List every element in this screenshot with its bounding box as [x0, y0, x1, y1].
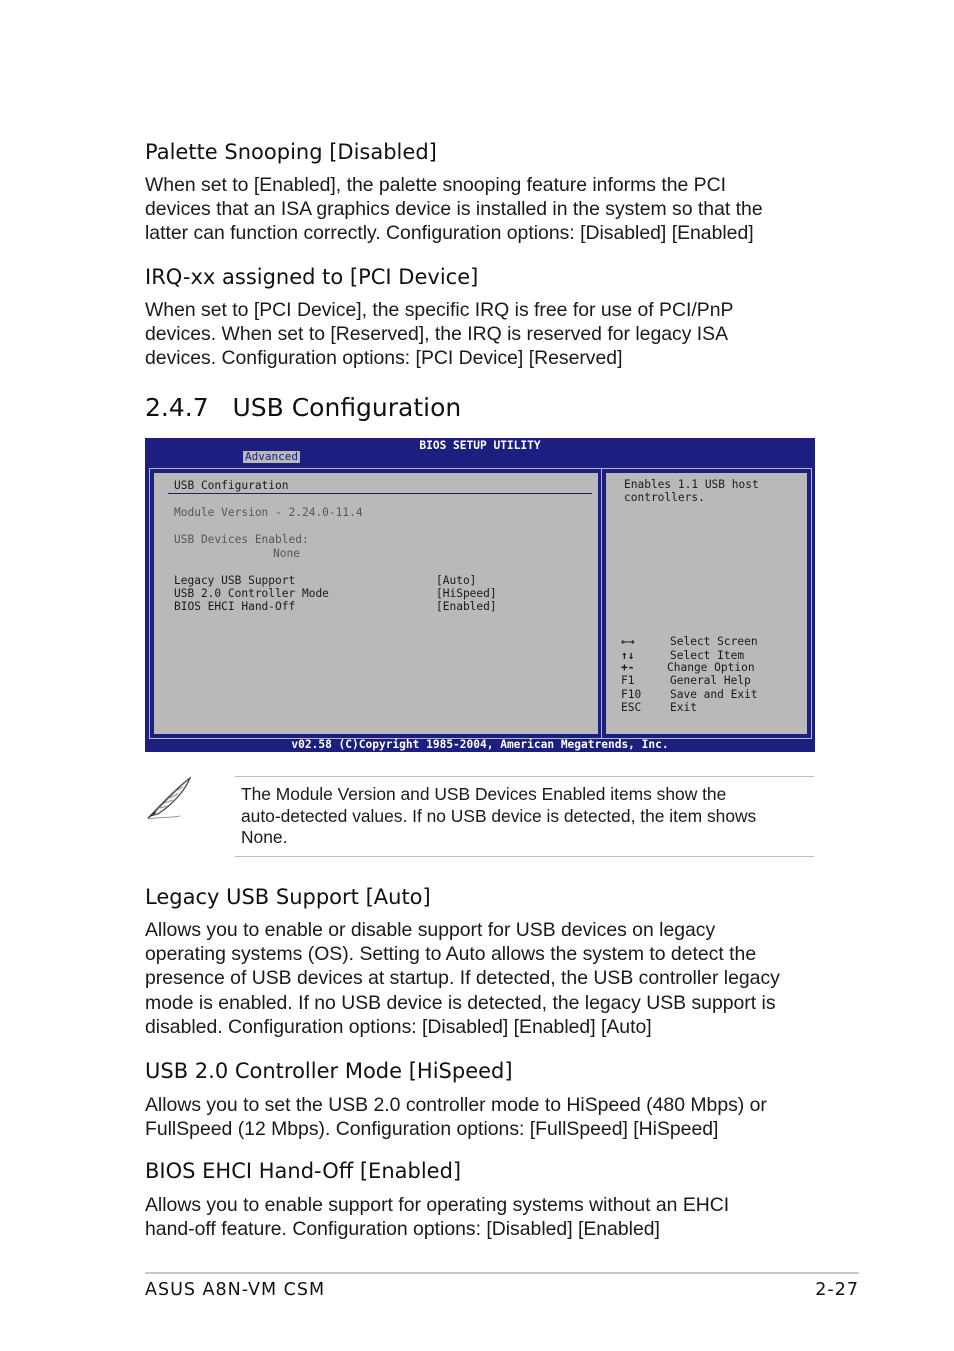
heading-palette-snooping: Palette Snooping [Disabled]	[145, 140, 437, 164]
text-line: devices. When set to [Reserved], the IRQ is reserved for legacy ISA	[145, 323, 729, 346]
bios-key-esc: ESC	[621, 701, 642, 714]
pen-note-icon	[146, 776, 194, 820]
footer-page-number: 2-27	[815, 1280, 859, 1300]
bios-section-title: USB Configuration	[174, 479, 289, 492]
text-line: presence of USB devices at startup. If detected, the USB controller legacy	[145, 967, 780, 990]
text-line: auto-detected values. If no USB device is detected, the item shows	[241, 805, 757, 826]
bios-key-action: Exit	[670, 701, 697, 714]
bios-key-action: Select Item	[670, 649, 745, 662]
bios-help-panel	[602, 469, 811, 738]
text-line: Allows you to enable or disable support for USB devices on legacy	[145, 919, 716, 941]
bios-key-arrows-lr-icon: ←→	[621, 635, 635, 648]
paragraph-palette-snooping	[145, 173, 810, 246]
text-line: FullSpeed (12 Mbps). Configuration options: [FullSpeed] [HiSpeed]	[145, 1118, 719, 1141]
bios-key-action: Select Screen	[670, 635, 758, 648]
text-line: When set to [Enabled], the palette snooping feature informs the PCI	[145, 174, 726, 196]
bios-key-action: Change Option	[667, 661, 755, 674]
text-line: Allows you to set the USB 2.0 controller mode to HiSpeed (480 Mbps) or	[145, 1094, 767, 1116]
bios-devices-value: None	[273, 547, 300, 560]
bios-key-plus-minus: +-	[621, 661, 635, 674]
text-line: devices. Configuration options: [PCI Device] [Reserved]	[145, 347, 623, 370]
note-text	[241, 784, 801, 849]
text-line: devices that an ISA graphics device is installed in the system so that the	[145, 198, 763, 221]
heading-usb2-controller-mode: USB 2.0 Controller Mode [HiSpeed]	[145, 1059, 513, 1083]
bios-item-value: [HiSpeed]	[436, 587, 497, 600]
bios-key-action: Save and Exit	[670, 688, 758, 701]
text-line: disabled. Configuration options: [Disabled] [Enabled] [Auto]	[145, 1015, 652, 1038]
text-line: hand-off feature. Configuration options: [Disabled] [Enabled]	[145, 1218, 660, 1241]
note-rule-top	[235, 776, 814, 777]
footer-product-name: ASUS A8N-VM CSM	[145, 1280, 326, 1300]
heading-legacy-usb-support: Legacy USB Support [Auto]	[145, 885, 431, 909]
bios-key-f1: F1	[621, 674, 635, 687]
text-line: When set to [PCI Device], the specific IRQ is free for use of PCI/PnP	[145, 299, 734, 321]
bios-item-label: USB 2.0 Controller Mode	[174, 587, 329, 600]
bios-item-label: BIOS EHCI Hand-Off	[174, 600, 296, 613]
bios-item-value: [Auto]	[436, 574, 477, 587]
bios-devices-label: USB Devices Enabled:	[174, 533, 309, 546]
text-line: operating systems (OS). Setting to Auto allows the system to detect the	[145, 943, 757, 966]
bios-main-panel	[150, 469, 602, 738]
note-rule-bottom	[235, 856, 814, 857]
paragraph-legacy-usb-support	[145, 918, 810, 1039]
bios-key-arrows-ud-icon: ↑↓	[621, 649, 635, 662]
text-line: The Module Version and USB Devices Enabled items show the	[241, 784, 727, 804]
bios-divider	[168, 493, 592, 494]
heading-usb-configuration: 2.4.7 USB Configuration	[145, 393, 462, 422]
bios-module-version: Module Version - 2.24.0-11.4	[174, 506, 363, 519]
bios-copyright: v02.58 (C)Copyright 1985-2004, American Megatrends, Inc.	[291, 737, 669, 751]
bios-title: BIOS SETUP UTILITY	[419, 439, 541, 452]
footer-rule	[145, 1272, 859, 1274]
bios-tab-advanced[interactable]: Advanced	[245, 450, 298, 463]
bios-screen	[145, 438, 815, 752]
bios-key-action: General Help	[670, 674, 751, 687]
text-line: None.	[241, 827, 288, 848]
heading-bios-ehci-hand-off: BIOS EHCI Hand-Off [Enabled]	[145, 1159, 462, 1183]
text-line: Allows you to enable support for operating systems without an EHCI	[145, 1194, 730, 1216]
bios-help-line: controllers.	[624, 491, 705, 504]
paragraph-usb2-controller-mode	[145, 1093, 810, 1141]
bios-help-line: Enables 1.1 USB host	[624, 478, 759, 491]
text-line: latter can function correctly. Configuration options: [Disabled] [Enabled]	[145, 222, 754, 245]
paragraph-bios-ehci-hand-off	[145, 1193, 810, 1241]
bios-key-f10: F10	[621, 688, 642, 701]
paragraph-irq-assigned	[145, 298, 810, 371]
heading-irq-assigned: IRQ-xx assigned to [PCI Device]	[145, 265, 479, 289]
text-line: mode is enabled. If no USB device is detected, the legacy USB support is	[145, 991, 776, 1014]
bios-item-value: [Enabled]	[436, 600, 497, 613]
bios-item-label: Legacy USB Support	[174, 574, 296, 587]
